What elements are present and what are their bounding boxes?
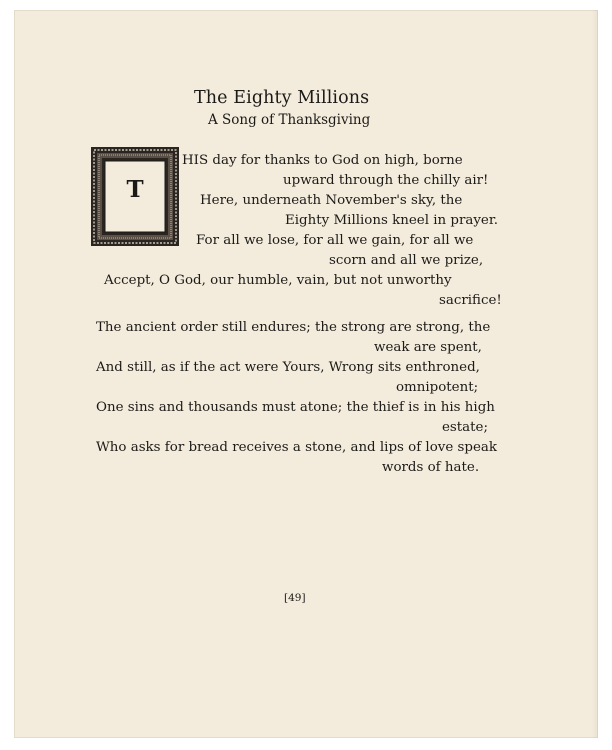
page-number: [49] bbox=[284, 592, 306, 604]
poem-line: For all we lose, for all we gain, for all we bbox=[196, 233, 474, 248]
poem-title: The Eighty Millions bbox=[194, 88, 370, 108]
poem-line: omnipotent; bbox=[396, 380, 479, 395]
poem-line: upward through the chilly air! bbox=[283, 173, 489, 188]
poem-line: Who asks for bread receives a stone, and lips of love speak bbox=[96, 440, 497, 455]
poem-line: scorn and all we prize, bbox=[329, 253, 484, 268]
poem-line: HIS day for thanks to God on high, borne bbox=[182, 153, 463, 168]
poem-line: Here, underneath November's sky, the bbox=[200, 193, 463, 208]
poem-line: One sins and thousands must atone; the thief is in his high bbox=[96, 400, 495, 415]
book-page bbox=[14, 10, 598, 738]
drop-cap-letter: T bbox=[126, 176, 144, 203]
poem-line: And still, as if the act were Yours, Wrong sits enthroned, bbox=[96, 360, 480, 375]
poem-line: Accept, O God, our humble, vain, but not unworthy bbox=[104, 273, 452, 288]
poem-line: weak are spent, bbox=[374, 340, 482, 355]
poem-line: Eighty Millions kneel in prayer. bbox=[285, 213, 499, 228]
poem-line: estate; bbox=[442, 420, 488, 435]
poem-line: words of hate. bbox=[382, 460, 480, 475]
poem-subtitle: A Song of Thanksgiving bbox=[208, 112, 371, 128]
poem-line: The ancient order still endures; the strong are strong, the bbox=[96, 320, 491, 335]
ornamental-initial-frame bbox=[90, 146, 180, 247]
poem-line: sacrifice! bbox=[439, 293, 502, 308]
